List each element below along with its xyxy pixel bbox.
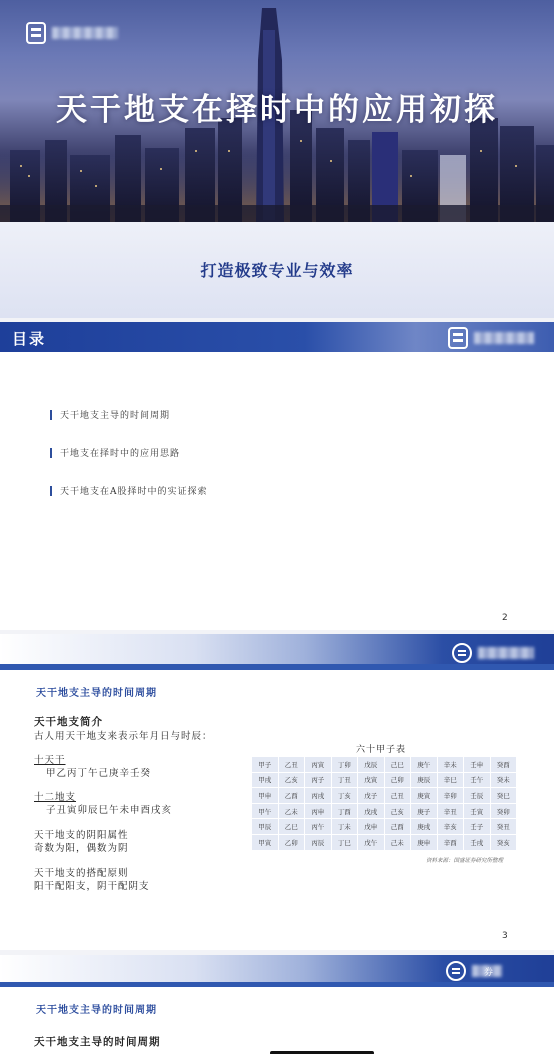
match-heading: 天干地支的搭配原则 (34, 868, 129, 879)
table-cell: 庚寅 (411, 788, 438, 804)
table-cell: 庚子 (411, 803, 438, 819)
table-cell: 戊辰 (358, 757, 385, 773)
logo-wordmark-blurred (52, 27, 118, 39)
table-cell: 戊寅 (358, 772, 385, 788)
table-cell: 壬戌 (464, 834, 491, 850)
toc-item-label: 天干地支在A股择时中的实证探索 (60, 487, 208, 497)
table-cell: 己亥 (384, 803, 411, 819)
table-cell: 辛丑 (437, 803, 464, 819)
table-cell: 戊午 (358, 834, 385, 850)
tiangan-value: 甲乙丙丁午己庚辛壬癸 (46, 768, 152, 779)
table-cell: 己巳 (384, 757, 411, 773)
dizhi-value: 子丑寅卯辰巳午未申酉戌亥 (46, 805, 173, 816)
slide-header-bar (0, 955, 554, 987)
table-cell: 丙辰 (305, 834, 332, 850)
cover-title: 天干地支在择时中的应用初探 (56, 92, 498, 128)
logo-wordmark-blurred (474, 332, 534, 344)
section-title: 天干地支主导的时间周期 (36, 1005, 157, 1016)
table-row (252, 772, 517, 788)
contents-header-bar (0, 322, 554, 352)
contents-heading: 目录 (12, 330, 47, 348)
match-text: 阳干配阳支，阴干配阴支 (34, 881, 150, 892)
table-cell: 辛巳 (437, 772, 464, 788)
tiangan-label: 十天干 (34, 755, 66, 766)
dizhi-label: 十二地支 (34, 792, 77, 803)
table-cell: 癸亥 (490, 834, 517, 850)
table-cell: 壬寅 (464, 803, 491, 819)
toc-item-label: 天干地支主导的时间周期 (60, 411, 171, 421)
table-cell: 甲子 (252, 757, 279, 773)
table-cell: 丙寅 (305, 757, 332, 773)
content-slide-4 (0, 955, 554, 1054)
slide-header-bar (0, 634, 554, 670)
table-cell: 辛酉 (437, 834, 464, 850)
company-logo (26, 22, 118, 44)
table-cell: 甲午 (252, 803, 279, 819)
table-cell: 乙丑 (278, 757, 305, 773)
table-row (252, 819, 517, 835)
table-cell: 丁丑 (331, 772, 358, 788)
table-cell: 癸丑 (490, 819, 517, 835)
table-cell: 己卯 (384, 772, 411, 788)
sixty-jiazi-table (251, 756, 517, 851)
table-cell: 壬申 (464, 757, 491, 773)
table-cell: 戊戌 (358, 803, 385, 819)
table-cell: 丁卯 (331, 757, 358, 773)
toc-item-label: 干地支在择时中的应用思路 (60, 449, 181, 459)
table-row (252, 834, 517, 850)
table-cell: 丙子 (305, 772, 332, 788)
intro-heading: 天干地支简介 (34, 716, 103, 728)
table-cell: 戊子 (358, 788, 385, 804)
table-cell: 壬午 (464, 772, 491, 788)
table-cell: 己未 (384, 834, 411, 850)
bullet-bar-icon (50, 448, 52, 458)
table-cell: 丙申 (305, 803, 332, 819)
table-cell: 甲戌 (252, 772, 279, 788)
logo-suffix: 券 (484, 968, 494, 978)
company-logo (452, 642, 534, 664)
logo-icon (446, 960, 466, 982)
table-cell: 己酉 (384, 819, 411, 835)
table-cell: 壬子 (464, 819, 491, 835)
table-cell: 辛卯 (437, 788, 464, 804)
toc-item[interactable] (50, 446, 180, 459)
yinyang-heading: 天干地支的阴阳属性 (34, 830, 129, 841)
toc-item[interactable] (50, 484, 208, 497)
table-cell: 乙酉 (278, 788, 305, 804)
table-cell: 辛未 (437, 757, 464, 773)
table-cell: 甲辰 (252, 819, 279, 835)
table-cell: 戊申 (358, 819, 385, 835)
bullet-bar-icon (50, 486, 52, 496)
logo-icon (452, 642, 472, 664)
logo-icon (26, 22, 46, 44)
slide4-heading: 天干地支主导的时间周期 (34, 1036, 161, 1048)
table-cell: 甲申 (252, 788, 279, 804)
table-cell: 乙巳 (278, 819, 305, 835)
table-cell: 乙未 (278, 803, 305, 819)
table-cell: 癸卯 (490, 803, 517, 819)
table-cell: 癸巳 (490, 788, 517, 804)
table-cell: 癸酉 (490, 757, 517, 773)
cover-subtitle: 打造极致专业与效率 (200, 261, 354, 280)
table-cell: 己丑 (384, 788, 411, 804)
table-cell: 甲寅 (252, 834, 279, 850)
table-cell: 辛亥 (437, 819, 464, 835)
source-note: 资料来源：国盛证券研究所整理 (426, 858, 504, 864)
table-cell: 丙戌 (305, 788, 332, 804)
company-logo (448, 327, 534, 349)
logo-wordmark-blurred (478, 647, 534, 659)
section-title: 天干地支主导的时间周期 (36, 688, 157, 699)
table-cell: 丁亥 (331, 788, 358, 804)
table-cell: 丁未 (331, 819, 358, 835)
page-number: 2 (502, 613, 508, 623)
cover-slide (0, 0, 554, 318)
table-cell: 癸未 (490, 772, 517, 788)
table-row (252, 788, 517, 804)
table-cell: 庚戌 (411, 819, 438, 835)
table-cell: 乙亥 (278, 772, 305, 788)
table-cell: 丁巳 (331, 834, 358, 850)
page-number: 3 (502, 931, 508, 941)
toc-item[interactable] (50, 408, 170, 421)
logo-icon (448, 327, 468, 349)
table-cell: 丁酉 (331, 803, 358, 819)
content-slide-3 (0, 634, 554, 950)
table-row (252, 757, 517, 773)
table-cell: 丙午 (305, 819, 332, 835)
table-cell: 庚午 (411, 757, 438, 773)
table-cell: 壬辰 (464, 788, 491, 804)
yinyang-text: 奇数为阳，偶数为阴 (34, 843, 129, 854)
contents-slide (0, 322, 554, 630)
intro-text: 古人用天干地支来表示年月日与时辰： (34, 731, 213, 742)
table-row (252, 803, 517, 819)
table-cell: 庚申 (411, 834, 438, 850)
table-caption: 六十甲子表 (356, 745, 407, 755)
company-logo (446, 960, 502, 982)
bullet-bar-icon (50, 410, 52, 420)
table-cell: 庚辰 (411, 772, 438, 788)
table-cell: 乙卯 (278, 834, 305, 850)
